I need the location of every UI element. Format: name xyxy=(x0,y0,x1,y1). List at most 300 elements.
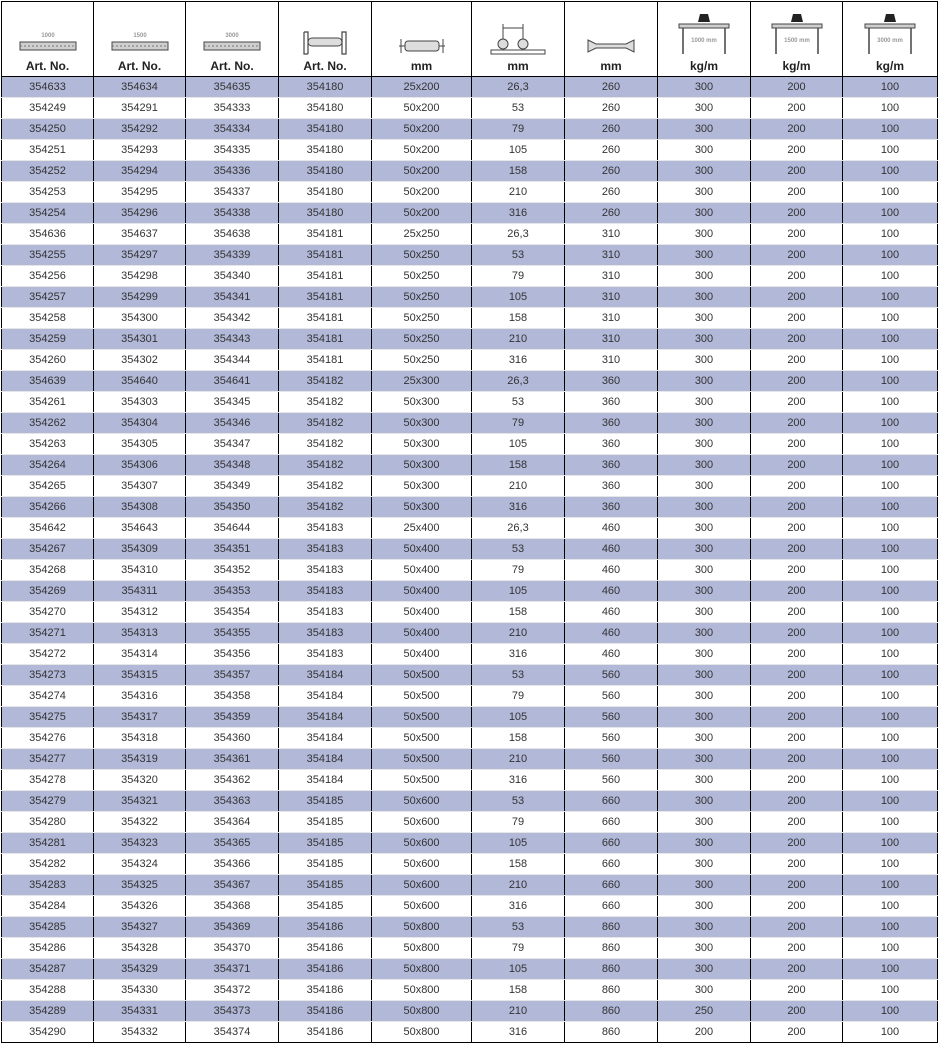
svg-text:1500: 1500 xyxy=(132,33,147,39)
table-row xyxy=(2,77,938,98)
table-cell: 354261 xyxy=(2,392,94,413)
table-cell: 354354 xyxy=(186,602,279,623)
table-cell: 50x200 xyxy=(372,98,472,119)
roller-track-3000-icon xyxy=(186,10,278,56)
table-cell: 210 xyxy=(472,182,565,203)
table-cell: 460 xyxy=(565,623,658,644)
header-label: mm xyxy=(600,59,622,73)
table-cell: 354182 xyxy=(279,476,372,497)
table-cell: 200 xyxy=(751,413,843,434)
table-cell: 560 xyxy=(565,749,658,770)
table-cell: 100 xyxy=(843,140,938,161)
table-cell: 100 xyxy=(843,182,938,203)
header-label: Art. No. xyxy=(210,59,254,73)
table-cell: 50x500 xyxy=(372,728,472,749)
table-cell: 200 xyxy=(751,140,843,161)
header-col-2 xyxy=(186,2,279,77)
table-cell: 354283 xyxy=(2,875,94,896)
table-cell: 354341 xyxy=(186,287,279,308)
table-cell: 300 xyxy=(658,728,751,749)
table-cell: 354331 xyxy=(94,1001,186,1022)
table-row xyxy=(2,980,938,1001)
table-cell: 50x600 xyxy=(372,875,472,896)
table-row xyxy=(2,224,938,245)
table-cell: 200 xyxy=(751,854,843,875)
table-cell: 100 xyxy=(843,959,938,980)
header-label: Art. No. xyxy=(303,59,347,73)
table-cell: 200 xyxy=(751,707,843,728)
table-cell: 300 xyxy=(658,749,751,770)
table-cell: 100 xyxy=(843,245,938,266)
table-row xyxy=(2,476,938,497)
table-cell: 310 xyxy=(565,350,658,371)
table-cell: 200 xyxy=(751,812,843,833)
table-cell: 158 xyxy=(472,980,565,1001)
table-cell: 200 xyxy=(751,623,843,644)
table-cell: 354255 xyxy=(2,245,94,266)
table-cell: 50x400 xyxy=(372,623,472,644)
table-cell: 53 xyxy=(472,392,565,413)
table-cell: 300 xyxy=(658,875,751,896)
table-row xyxy=(2,329,938,350)
table-cell: 316 xyxy=(472,896,565,917)
table-cell: 200 xyxy=(751,98,843,119)
table-cell: 354350 xyxy=(186,497,279,518)
table-cell: 200 xyxy=(751,938,843,959)
table-cell: 200 xyxy=(751,287,843,308)
table-cell: 50x300 xyxy=(372,413,472,434)
table-cell: 354325 xyxy=(94,875,186,896)
table-cell: 300 xyxy=(658,497,751,518)
table-cell: 100 xyxy=(843,434,938,455)
load-table-1000-icon xyxy=(658,10,750,56)
table-cell: 300 xyxy=(658,917,751,938)
table-row xyxy=(2,833,938,854)
table-cell: 300 xyxy=(658,707,751,728)
table-cell: 300 xyxy=(658,161,751,182)
table-cell: 660 xyxy=(565,896,658,917)
table-cell: 300 xyxy=(658,308,751,329)
table-cell: 260 xyxy=(565,182,658,203)
table-cell: 79 xyxy=(472,413,565,434)
table-cell: 100 xyxy=(843,98,938,119)
table-cell: 460 xyxy=(565,581,658,602)
table-cell: 354184 xyxy=(279,686,372,707)
table-cell: 354253 xyxy=(2,182,94,203)
header-label: kg/m xyxy=(782,59,811,73)
table-row xyxy=(2,602,938,623)
table-cell: 100 xyxy=(843,896,938,917)
table-cell: 354365 xyxy=(186,833,279,854)
table-cell: 354301 xyxy=(94,329,186,350)
table-cell: 354296 xyxy=(94,203,186,224)
header-row xyxy=(2,2,938,77)
table-cell: 100 xyxy=(843,308,938,329)
table-cell: 360 xyxy=(565,455,658,476)
table-cell: 560 xyxy=(565,707,658,728)
table-cell: 25x300 xyxy=(372,371,472,392)
table-cell: 354287 xyxy=(2,959,94,980)
table-cell: 50x200 xyxy=(372,161,472,182)
table-cell: 300 xyxy=(658,455,751,476)
table-cell: 100 xyxy=(843,476,938,497)
table-cell: 354366 xyxy=(186,854,279,875)
table-cell: 354297 xyxy=(94,245,186,266)
table-cell: 354182 xyxy=(279,413,372,434)
table-cell: 354316 xyxy=(94,686,186,707)
table-cell: 300 xyxy=(658,434,751,455)
table-cell: 300 xyxy=(658,896,751,917)
table-cell: 100 xyxy=(843,497,938,518)
table-cell: 354353 xyxy=(186,581,279,602)
table-cell: 354284 xyxy=(2,896,94,917)
table-cell: 200 xyxy=(751,959,843,980)
table-cell: 300 xyxy=(658,623,751,644)
table-cell: 354304 xyxy=(94,413,186,434)
table-cell: 354373 xyxy=(186,1001,279,1022)
table-cell: 26,3 xyxy=(472,77,565,98)
table-cell: 354318 xyxy=(94,728,186,749)
header-col-9 xyxy=(843,2,938,77)
table-cell: 354299 xyxy=(94,287,186,308)
table-cell: 354640 xyxy=(94,371,186,392)
table-cell: 200 xyxy=(751,1001,843,1022)
table-cell: 354257 xyxy=(2,287,94,308)
table-cell: 354181 xyxy=(279,224,372,245)
table-cell: 50x300 xyxy=(372,434,472,455)
table-row xyxy=(2,413,938,434)
table-cell: 200 xyxy=(751,476,843,497)
table-cell: 354367 xyxy=(186,875,279,896)
table-cell: 660 xyxy=(565,812,658,833)
table-cell: 100 xyxy=(843,77,938,98)
header-label: kg/m xyxy=(689,59,718,73)
table-cell: 200 xyxy=(751,728,843,749)
table-cell: 354252 xyxy=(2,161,94,182)
table-cell: 354182 xyxy=(279,434,372,455)
table-row xyxy=(2,581,938,602)
svg-text:3000 mm: 3000 mm xyxy=(877,38,903,44)
table-cell: 354357 xyxy=(186,665,279,686)
table-cell: 354305 xyxy=(94,434,186,455)
table-cell: 100 xyxy=(843,770,938,791)
svg-text:1000: 1000 xyxy=(40,33,55,39)
table-cell: 354181 xyxy=(279,245,372,266)
table-row xyxy=(2,938,938,959)
table-cell: 50x250 xyxy=(372,308,472,329)
table-cell: 200 xyxy=(751,203,843,224)
table-cell: 105 xyxy=(472,959,565,980)
table-cell: 354374 xyxy=(186,1022,279,1043)
table-cell: 354254 xyxy=(2,203,94,224)
table-cell: 200 xyxy=(751,161,843,182)
table-cell: 354315 xyxy=(94,665,186,686)
table-row xyxy=(2,665,938,686)
table-cell: 354251 xyxy=(2,140,94,161)
table-cell: 354267 xyxy=(2,539,94,560)
table-cell: 354184 xyxy=(279,728,372,749)
table-cell: 354268 xyxy=(2,560,94,581)
table-row xyxy=(2,518,938,539)
table-row xyxy=(2,203,938,224)
table-cell: 100 xyxy=(843,812,938,833)
table-cell: 354184 xyxy=(279,749,372,770)
table-cell: 354351 xyxy=(186,539,279,560)
table-cell: 300 xyxy=(658,476,751,497)
table-cell: 79 xyxy=(472,938,565,959)
header-col-4 xyxy=(372,2,472,77)
table-cell: 354183 xyxy=(279,602,372,623)
table-cell: 360 xyxy=(565,497,658,518)
table-cell: 300 xyxy=(658,644,751,665)
header-label: Art. No. xyxy=(117,59,162,73)
table-cell: 100 xyxy=(843,665,938,686)
table-row xyxy=(2,497,938,518)
table-row xyxy=(2,1001,938,1022)
table-cell: 354182 xyxy=(279,392,372,413)
table-cell: 354289 xyxy=(2,1001,94,1022)
table-cell: 354266 xyxy=(2,497,94,518)
table-row xyxy=(2,623,938,644)
table-cell: 354322 xyxy=(94,812,186,833)
table-cell: 354345 xyxy=(186,392,279,413)
table-cell: 100 xyxy=(843,581,938,602)
table-cell: 200 xyxy=(751,686,843,707)
header-col-7 xyxy=(658,2,751,77)
table-cell: 354302 xyxy=(94,350,186,371)
table-cell: 354639 xyxy=(2,371,94,392)
table-cell: 354274 xyxy=(2,686,94,707)
table-cell: 50x500 xyxy=(372,665,472,686)
header-col-8 xyxy=(751,2,843,77)
table-cell: 100 xyxy=(843,791,938,812)
table-cell: 354342 xyxy=(186,308,279,329)
table-cell: 200 xyxy=(751,791,843,812)
table-row xyxy=(2,245,938,266)
table-cell: 354184 xyxy=(279,665,372,686)
table-cell: 354249 xyxy=(2,98,94,119)
table-cell: 354314 xyxy=(94,644,186,665)
table-cell: 360 xyxy=(565,413,658,434)
table-cell: 300 xyxy=(658,602,751,623)
table-cell: 354182 xyxy=(279,371,372,392)
table-cell: 354184 xyxy=(279,770,372,791)
table-row xyxy=(2,182,938,203)
table-cell: 200 xyxy=(751,560,843,581)
table-cell: 354346 xyxy=(186,413,279,434)
table-cell: 354371 xyxy=(186,959,279,980)
table-cell: 53 xyxy=(472,791,565,812)
table-cell: 300 xyxy=(658,518,751,539)
table-cell: 316 xyxy=(472,350,565,371)
table-cell: 354186 xyxy=(279,938,372,959)
table-cell: 560 xyxy=(565,686,658,707)
table-cell: 354362 xyxy=(186,770,279,791)
table-cell: 354183 xyxy=(279,518,372,539)
table-cell: 50x600 xyxy=(372,812,472,833)
table-cell: 460 xyxy=(565,644,658,665)
table-cell: 354358 xyxy=(186,686,279,707)
table-cell: 50x400 xyxy=(372,644,472,665)
svg-text:1000 mm: 1000 mm xyxy=(691,38,717,44)
table-cell: 200 xyxy=(751,182,843,203)
table-cell: 354349 xyxy=(186,476,279,497)
table-cell: 354303 xyxy=(94,392,186,413)
table-cell: 200 xyxy=(751,665,843,686)
table-cell: 354186 xyxy=(279,1022,372,1043)
table-cell: 354183 xyxy=(279,644,372,665)
table-cell: 50x600 xyxy=(372,791,472,812)
table-cell: 100 xyxy=(843,224,938,245)
table-cell: 354273 xyxy=(2,665,94,686)
table-cell: 79 xyxy=(472,119,565,140)
roller-bracket-icon xyxy=(279,10,371,56)
table-cell: 105 xyxy=(472,833,565,854)
table-cell: 79 xyxy=(472,560,565,581)
table-cell: 100 xyxy=(843,119,938,140)
table-cell: 354344 xyxy=(186,350,279,371)
table-cell: 200 xyxy=(751,602,843,623)
table-cell: 354250 xyxy=(2,119,94,140)
table-cell: 354185 xyxy=(279,833,372,854)
table-cell: 354181 xyxy=(279,329,372,350)
table-cell: 310 xyxy=(565,245,658,266)
table-cell: 354186 xyxy=(279,1001,372,1022)
load-table-3000-icon xyxy=(843,10,937,56)
table-cell: 354312 xyxy=(94,602,186,623)
table-cell: 354185 xyxy=(279,875,372,896)
table-cell: 354282 xyxy=(2,854,94,875)
table-cell: 560 xyxy=(565,770,658,791)
table-cell: 860 xyxy=(565,980,658,1001)
svg-text:3000: 3000 xyxy=(225,33,239,39)
table-cell: 354182 xyxy=(279,455,372,476)
table-cell: 354262 xyxy=(2,413,94,434)
table-cell: 354278 xyxy=(2,770,94,791)
table-cell: 200 xyxy=(751,77,843,98)
table-cell: 300 xyxy=(658,245,751,266)
table-cell: 460 xyxy=(565,518,658,539)
table-cell: 354348 xyxy=(186,455,279,476)
table-cell: 200 xyxy=(751,371,843,392)
table-cell: 354329 xyxy=(94,959,186,980)
table-cell: 316 xyxy=(472,770,565,791)
table-row xyxy=(2,707,938,728)
table-cell: 354310 xyxy=(94,560,186,581)
table-cell: 100 xyxy=(843,161,938,182)
table-cell: 354636 xyxy=(2,224,94,245)
table-cell: 300 xyxy=(658,854,751,875)
table-cell: 50x200 xyxy=(372,203,472,224)
table-cell: 354270 xyxy=(2,602,94,623)
table-cell: 310 xyxy=(565,266,658,287)
header-col-3 xyxy=(279,2,372,77)
table-cell: 354643 xyxy=(94,518,186,539)
table-cell: 354185 xyxy=(279,791,372,812)
header-col-0 xyxy=(2,2,94,77)
table-cell: 354307 xyxy=(94,476,186,497)
table-cell: 354186 xyxy=(279,917,372,938)
table-cell: 354337 xyxy=(186,182,279,203)
table-cell: 100 xyxy=(843,728,938,749)
table-cell: 200 xyxy=(751,644,843,665)
table-cell: 50x800 xyxy=(372,980,472,1001)
table-cell: 100 xyxy=(843,329,938,350)
table-cell: 210 xyxy=(472,329,565,350)
table-cell: 354180 xyxy=(279,98,372,119)
table-cell: 210 xyxy=(472,623,565,644)
header-col-6 xyxy=(565,2,658,77)
table-row xyxy=(2,728,938,749)
table-cell: 354288 xyxy=(2,980,94,1001)
table-cell: 105 xyxy=(472,140,565,161)
table-row xyxy=(2,392,938,413)
table-cell: 354313 xyxy=(94,623,186,644)
table-row xyxy=(2,959,938,980)
table-cell: 354633 xyxy=(2,77,94,98)
table-row xyxy=(2,875,938,896)
table-body xyxy=(2,77,938,1043)
table-cell: 200 xyxy=(658,1022,751,1043)
table-cell: 354292 xyxy=(94,119,186,140)
table-cell: 360 xyxy=(565,371,658,392)
table-row xyxy=(2,455,938,476)
table-cell: 158 xyxy=(472,854,565,875)
table-cell: 158 xyxy=(472,728,565,749)
table-cell: 200 xyxy=(751,224,843,245)
table-cell: 354265 xyxy=(2,476,94,497)
table-cell: 354332 xyxy=(94,1022,186,1043)
table-row xyxy=(2,350,938,371)
table-cell: 860 xyxy=(565,938,658,959)
table-cell: 354269 xyxy=(2,581,94,602)
table-cell: 79 xyxy=(472,266,565,287)
table-cell: 50x800 xyxy=(372,917,472,938)
table-cell: 354180 xyxy=(279,182,372,203)
table-cell: 100 xyxy=(843,623,938,644)
table-cell: 300 xyxy=(658,224,751,245)
table-cell: 50x600 xyxy=(372,854,472,875)
table-cell: 300 xyxy=(658,791,751,812)
table-row xyxy=(2,560,938,581)
table-cell: 50x800 xyxy=(372,1001,472,1022)
table-cell: 200 xyxy=(751,833,843,854)
table-cell: 354359 xyxy=(186,707,279,728)
table-cell: 354298 xyxy=(94,266,186,287)
table-cell: 300 xyxy=(658,665,751,686)
table-row xyxy=(2,896,938,917)
table-cell: 354293 xyxy=(94,140,186,161)
table-cell: 100 xyxy=(843,749,938,770)
table-cell: 300 xyxy=(658,329,751,350)
table-cell: 354347 xyxy=(186,434,279,455)
table-cell: 354635 xyxy=(186,77,279,98)
table-cell: 300 xyxy=(658,203,751,224)
table-cell: 354642 xyxy=(2,518,94,539)
table-cell: 354361 xyxy=(186,749,279,770)
table-cell: 158 xyxy=(472,308,565,329)
table-cell: 360 xyxy=(565,476,658,497)
table-row xyxy=(2,119,938,140)
table-cell: 100 xyxy=(843,455,938,476)
table-cell: 210 xyxy=(472,875,565,896)
table-cell: 200 xyxy=(751,245,843,266)
table-cell: 200 xyxy=(751,392,843,413)
table-cell: 300 xyxy=(658,350,751,371)
table-cell: 200 xyxy=(751,308,843,329)
table-cell: 354183 xyxy=(279,581,372,602)
table-cell: 354300 xyxy=(94,308,186,329)
